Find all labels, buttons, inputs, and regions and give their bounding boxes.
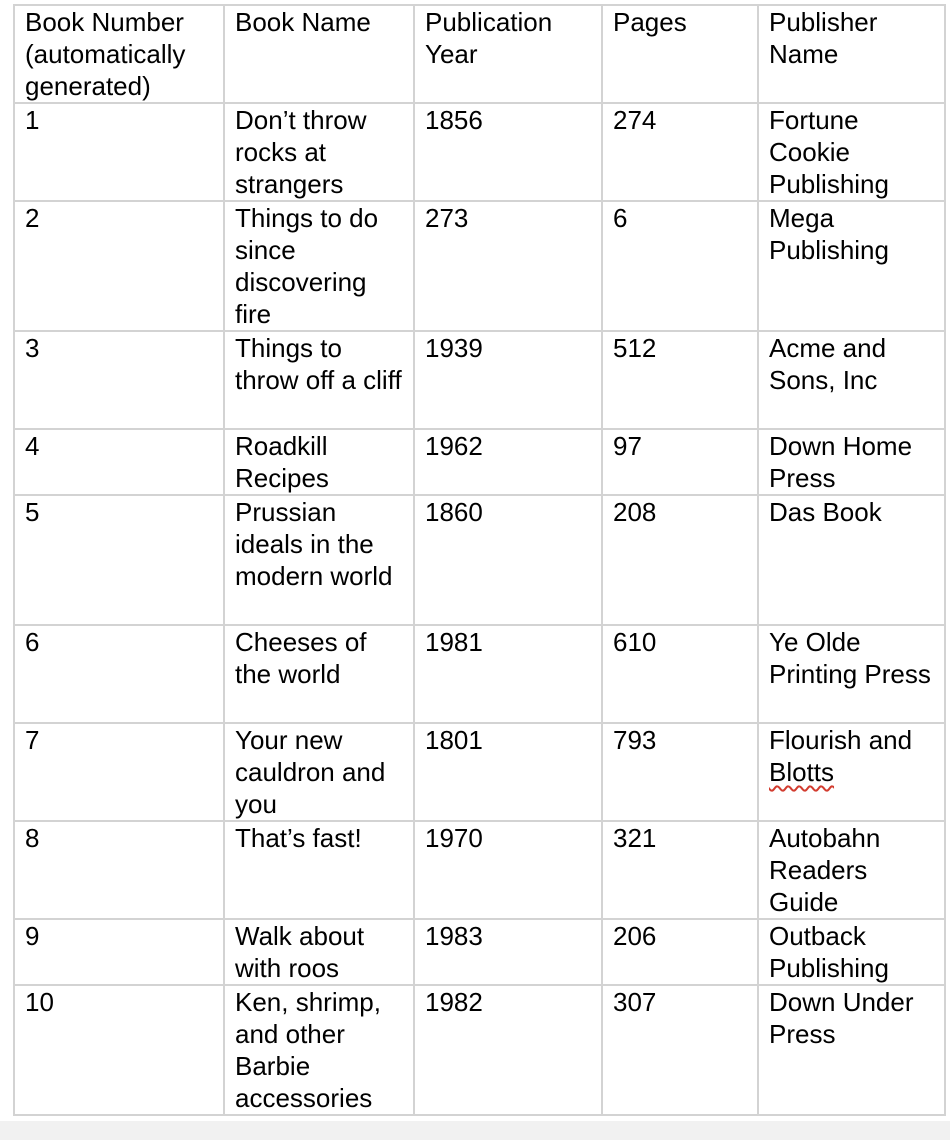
- cell-publication-year[interactable]: 273: [414, 201, 602, 331]
- cell-book-number[interactable]: 3: [14, 331, 224, 429]
- cell-book-name[interactable]: Cheeses of the world: [224, 625, 414, 723]
- cell-publication-year[interactable]: 1860: [414, 495, 602, 625]
- cell-publication-year[interactable]: 1801: [414, 723, 602, 821]
- table-row: [14, 985, 945, 1115]
- cell-publisher-name[interactable]: Down Home Press: [758, 429, 945, 495]
- table-row: [14, 919, 945, 985]
- cell-pages[interactable]: 793: [602, 723, 758, 821]
- cell-pages[interactable]: 274: [602, 103, 758, 201]
- cell-pages[interactable]: 512: [602, 331, 758, 429]
- books-table[interactable]: [13, 4, 946, 1116]
- cell-book-number[interactable]: 5: [14, 495, 224, 625]
- publisher-text: Flourish and: [769, 725, 913, 755]
- cell-publication-year[interactable]: 1962: [414, 429, 602, 495]
- cell-pages[interactable]: 208: [602, 495, 758, 625]
- cell-book-number[interactable]: 7: [14, 723, 224, 821]
- table-row: [14, 821, 945, 919]
- document-table-container: [13, 4, 944, 1116]
- table-row: [14, 103, 945, 201]
- cell-publication-year[interactable]: 1856: [414, 103, 602, 201]
- cell-publisher-name[interactable]: Ye Olde Printing Press: [758, 625, 945, 723]
- cell-publisher-name[interactable]: Fortune Cookie Publishing: [758, 103, 945, 201]
- table-row: [14, 429, 945, 495]
- page-gap: [0, 1121, 950, 1140]
- cell-book-name[interactable]: Ken, shrimp, and other Barbie accessories: [224, 985, 414, 1115]
- cell-pages[interactable]: 307: [602, 985, 758, 1115]
- header-publication-year[interactable]: Publication Year: [414, 5, 602, 103]
- cell-publication-year[interactable]: 1939: [414, 331, 602, 429]
- cell-publisher-name[interactable]: Das Book: [758, 495, 945, 625]
- cell-book-number[interactable]: 10: [14, 985, 224, 1115]
- table-row: [14, 723, 945, 821]
- header-book-number[interactable]: Book Number (automatically generated): [14, 5, 224, 103]
- cell-publisher-name[interactable]: Mega Publishing: [758, 201, 945, 331]
- cell-publisher-name[interactable]: Acme and Sons, Inc: [758, 331, 945, 429]
- cell-publication-year[interactable]: 1981: [414, 625, 602, 723]
- header-book-name[interactable]: Book Name: [224, 5, 414, 103]
- cell-pages[interactable]: 321: [602, 821, 758, 919]
- cell-publisher-name[interactable]: [758, 723, 945, 821]
- cell-book-name[interactable]: That’s fast!: [224, 821, 414, 919]
- cell-publication-year[interactable]: 1970: [414, 821, 602, 919]
- header-publisher-name[interactable]: Publisher Name: [758, 5, 945, 103]
- cell-book-name[interactable]: Prussian ideals in the modern world: [224, 495, 414, 625]
- cell-book-name[interactable]: Walk about with roos: [224, 919, 414, 985]
- cell-book-number[interactable]: 4: [14, 429, 224, 495]
- table-row: [14, 625, 945, 723]
- table-header-row: [14, 5, 945, 103]
- cell-pages[interactable]: 206: [602, 919, 758, 985]
- cell-publisher-name[interactable]: Down Under Press: [758, 985, 945, 1115]
- cell-book-name[interactable]: Things to throw off a cliff: [224, 331, 414, 429]
- cell-pages[interactable]: 610: [602, 625, 758, 723]
- cell-publication-year[interactable]: 1983: [414, 919, 602, 985]
- cell-publisher-name[interactable]: Outback Publishing: [758, 919, 945, 985]
- cell-book-number[interactable]: 2: [14, 201, 224, 331]
- cell-book-name[interactable]: Roadkill Recipes: [224, 429, 414, 495]
- cell-pages[interactable]: 97: [602, 429, 758, 495]
- cell-book-number[interactable]: 1: [14, 103, 224, 201]
- spellcheck-misspelled-word[interactable]: Blotts: [769, 757, 835, 787]
- cell-book-name[interactable]: Things to do since discovering fire: [224, 201, 414, 331]
- cell-book-number[interactable]: 9: [14, 919, 224, 985]
- table-row: [14, 201, 945, 331]
- cell-book-number[interactable]: 6: [14, 625, 224, 723]
- cell-book-number[interactable]: 8: [14, 821, 224, 919]
- table-row: [14, 331, 945, 429]
- cell-pages[interactable]: 6: [602, 201, 758, 331]
- cell-book-name[interactable]: Your new cauldron and you: [224, 723, 414, 821]
- table-row: [14, 495, 945, 625]
- header-pages[interactable]: Pages: [602, 5, 758, 103]
- cell-publication-year[interactable]: 1982: [414, 985, 602, 1115]
- cell-book-name[interactable]: Don’t throw rocks at strangers: [224, 103, 414, 201]
- cell-publisher-name[interactable]: Autobahn Readers Guide: [758, 821, 945, 919]
